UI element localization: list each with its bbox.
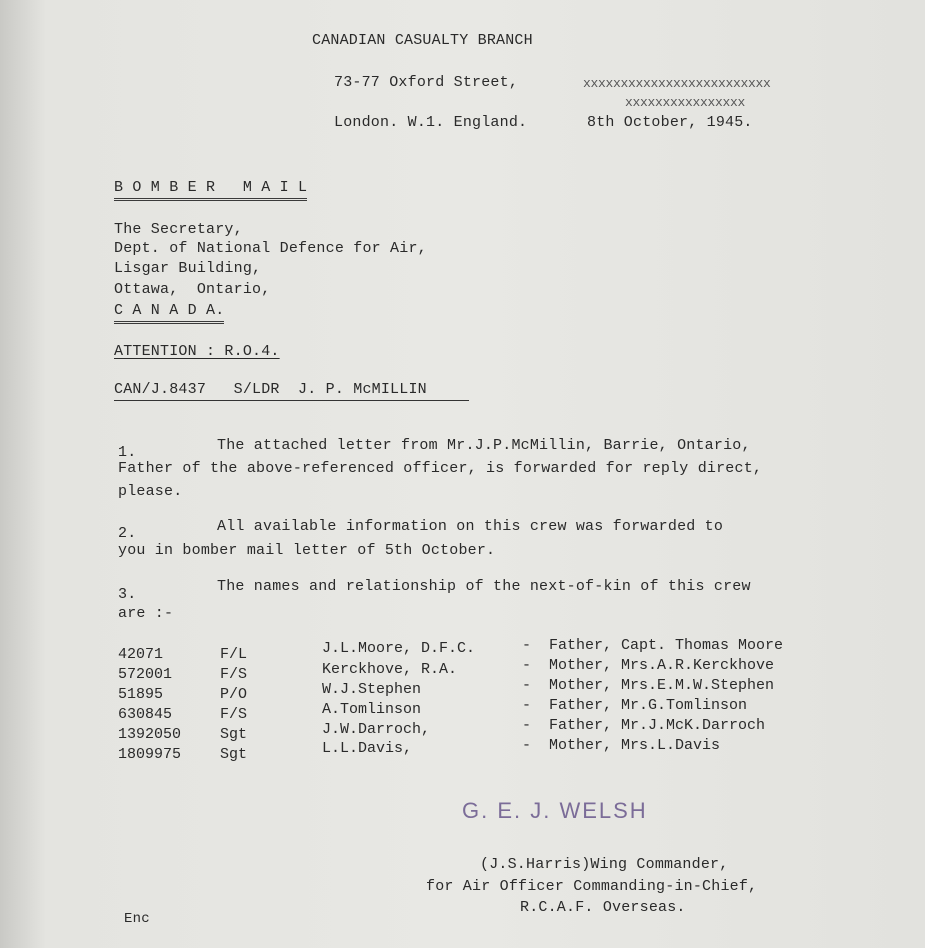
paragraph-3-line-1: The names and relationship of the next-of-kin of this crew: [217, 578, 751, 595]
crew-name: Kerckhove, R.A.: [322, 661, 458, 678]
service-number: 572001: [118, 666, 173, 683]
letter-date: 8th October, 1945.: [587, 114, 753, 131]
crew-row: [0, 637, 925, 664]
rank: F/L: [220, 646, 248, 663]
branch-heading: CANADIAN CASUALTY BRANCH: [312, 32, 533, 49]
next-of-kin: - Father, Mr.G.Tomlinson: [522, 697, 748, 714]
recipient-line-3: Lisgar Building,: [114, 260, 262, 277]
struck-out-text-1: xxxxxxxxxxxxxxxxxxxxxxxxx: [583, 76, 771, 91]
paragraph-1-line-1: The attached letter from Mr.J.P.McMillin, Barrie, Ontario,: [217, 437, 751, 454]
next-of-kin: - Mother, Mrs.L.Davis: [522, 737, 721, 754]
paragraph-2-number: 2.: [118, 525, 137, 542]
paragraph-1-number: 1.: [118, 444, 137, 461]
attention-line: ATTENTION : R.O.4.: [114, 343, 280, 360]
recipient-line-4: Ottawa, Ontario,: [114, 281, 271, 298]
recipient-line-2: Dept. of National Defence for Air,: [114, 240, 427, 257]
next-of-kin: - Mother, Mrs.A.R.Kerckhove: [522, 657, 775, 674]
paragraph-3-line-2: are :-: [118, 605, 174, 622]
crew-row: [0, 717, 925, 744]
rank: F/S: [220, 666, 248, 683]
recipient-country: C A N A D A.: [114, 302, 224, 324]
rank: Sgt: [220, 746, 248, 763]
crew-row: [0, 737, 925, 764]
reference-line: CAN/J.8437 S/LDR J. P. McMILLIN: [114, 381, 427, 398]
crew-row: [0, 657, 925, 684]
paragraph-2-line-1: All available information on this crew was forwarded to: [217, 518, 724, 535]
crew-name: J.L.Moore, D.F.C.: [322, 640, 476, 657]
crew-name: W.J.Stephen: [322, 681, 422, 698]
mail-type: B O M B E R M A I L: [114, 179, 307, 201]
service-number: 51895: [118, 686, 164, 703]
crew-row: [0, 697, 925, 724]
crew-name: J.W.Darroch,: [322, 721, 431, 738]
paragraph-2-line-2: you in bomber mail letter of 5th October.: [118, 542, 496, 559]
paragraph-1-line-2: Father of the above-referenced officer, is forwarded for reply direct,: [118, 460, 763, 477]
signature-stamp: G. E. J. WELSH: [462, 798, 648, 823]
service-number: 42071: [118, 646, 164, 663]
crew-name: L.L.Davis,: [322, 740, 413, 757]
rank: Sgt: [220, 726, 248, 743]
crew-row: [0, 677, 925, 704]
next-of-kin: - Father, Capt. Thomas Moore: [522, 637, 784, 654]
paragraph-3-number: 3.: [118, 586, 137, 603]
crew-name: A.Tomlinson: [322, 701, 422, 718]
rank: P/O: [220, 686, 248, 703]
signature-line-1: (J.S.Harris)Wing Commander,: [480, 856, 729, 873]
next-of-kin: - Father, Mr.J.McK.Darroch: [522, 717, 766, 734]
struck-out-text-2: xxxxxxxxxxxxxxxx: [625, 95, 746, 110]
enclosure-note: Enc: [124, 911, 150, 927]
recipient-line-1: The Secretary,: [114, 221, 243, 238]
rank: F/S: [220, 706, 248, 723]
next-of-kin: - Mother, Mrs.E.M.W.Stephen: [522, 677, 775, 694]
service-number: 630845: [118, 706, 173, 723]
signature-line-3: R.C.A.F. Overseas.: [520, 899, 686, 916]
address-line-1: 73-77 Oxford Street,: [334, 74, 519, 91]
reference-underline: [114, 400, 469, 401]
paragraph-1-line-3: please.: [118, 483, 183, 500]
service-number: 1809975: [118, 746, 182, 763]
service-number: 1392050: [118, 726, 182, 743]
address-line-2: London. W.1. England.: [334, 114, 528, 131]
signature-line-2: for Air Officer Commanding-in-Chief,: [426, 878, 758, 895]
